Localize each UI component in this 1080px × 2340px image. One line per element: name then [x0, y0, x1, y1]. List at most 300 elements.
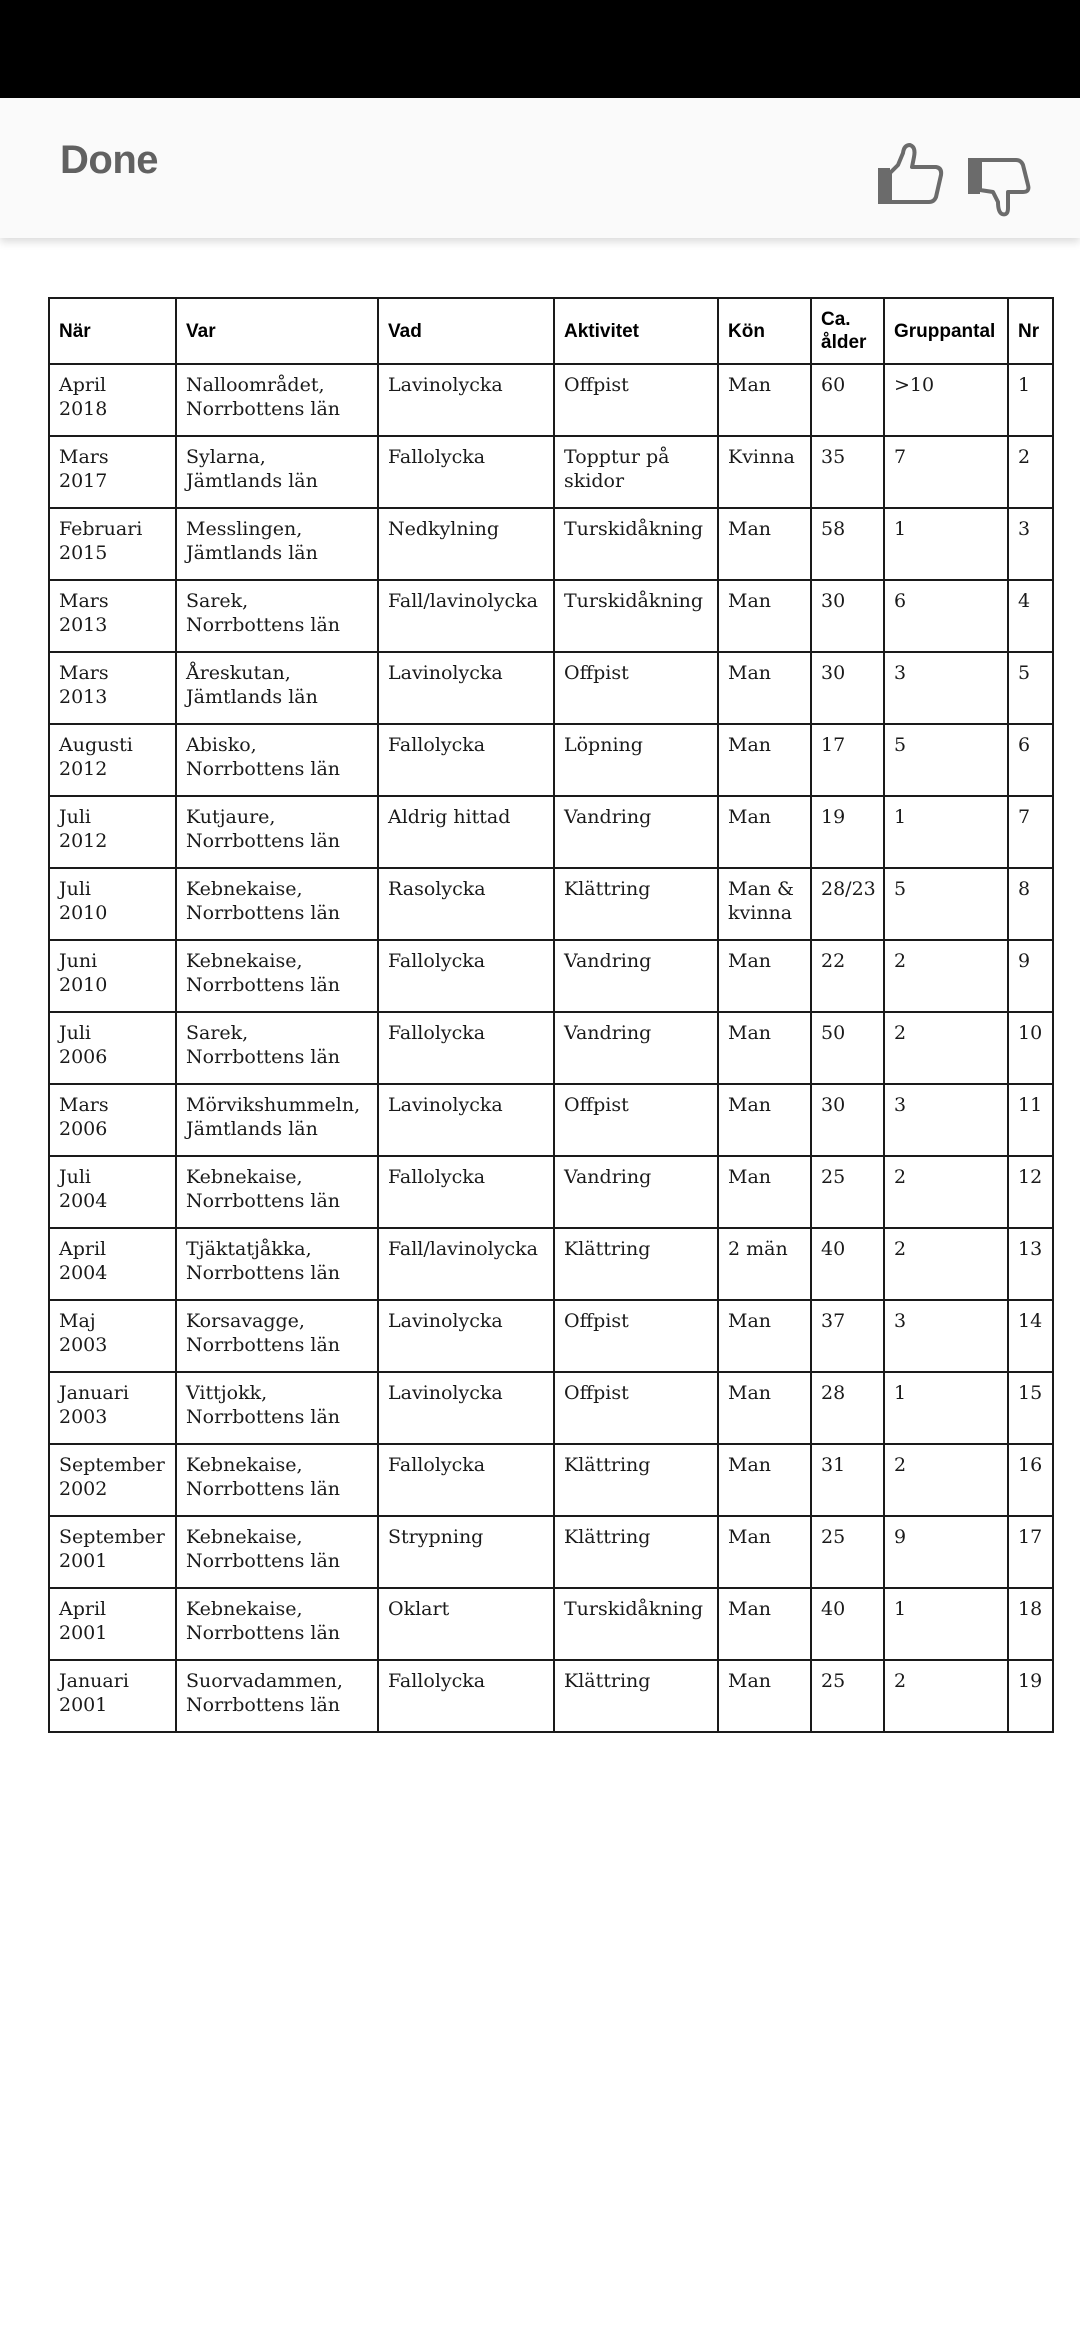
cell-text: Man [728, 1166, 772, 1188]
cell-text: Fallolycka [388, 1022, 486, 1044]
cell-group-size [884, 796, 1008, 868]
cell-where [176, 508, 378, 580]
table-row [49, 1588, 1053, 1660]
cell-text: 25 [821, 1526, 846, 1548]
cell-group-size [884, 436, 1008, 508]
table-header-row [49, 298, 1053, 364]
cell-what [378, 940, 554, 1012]
cell-group-size [884, 940, 1008, 1012]
cell-text: Vittjokk, Norrbottens län [186, 1382, 341, 1428]
cell-text: Kebnekaise, Norrbottens län [186, 1526, 341, 1572]
cell-what [378, 1156, 554, 1228]
cell-text: Fallolycka [388, 1670, 486, 1692]
cell-text: Juli 2006 [59, 1022, 108, 1068]
cell-text: 12 [1018, 1166, 1043, 1188]
cell-number [1008, 1012, 1053, 1084]
cell-text: Lavinolycka [388, 662, 503, 684]
cell-text: Abisko, Norrbottens län [186, 734, 341, 780]
cell-text: Juli 2004 [59, 1166, 108, 1212]
thumbs-down-button[interactable] [968, 150, 1040, 218]
cell-text: Sarek, Norrbottens län [186, 1022, 341, 1068]
cell-text: 3 [1018, 518, 1031, 540]
cell-text: Kebnekaise, Norrbottens län [186, 1166, 341, 1212]
cell-text: Kebnekaise, Norrbottens län [186, 878, 341, 924]
cell-activity [554, 1012, 718, 1084]
cell-group-size [884, 1084, 1008, 1156]
column-header-label: Var [186, 320, 216, 342]
cell-text: Fallolycka [388, 1166, 486, 1188]
cell-age [811, 1228, 884, 1300]
cell-age [811, 652, 884, 724]
column-header-group-size [884, 298, 1008, 364]
cell-number [1008, 1588, 1053, 1660]
cell-age [811, 940, 884, 1012]
thumbs-down-icon [968, 150, 1040, 218]
cell-group-size [884, 1372, 1008, 1444]
cell-text: Mars 2013 [59, 662, 109, 708]
cell-text: Maj 2003 [59, 1310, 108, 1356]
cell-text: 2 män [728, 1238, 788, 1260]
cell-number [1008, 436, 1053, 508]
cell-text: 6 [894, 590, 907, 612]
cell-age [811, 436, 884, 508]
cell-activity [554, 436, 718, 508]
cell-number [1008, 940, 1053, 1012]
cell-text: 5 [894, 734, 907, 756]
cell-text: Korsavagge, Norrbottens län [186, 1310, 341, 1356]
cell-gender [718, 868, 811, 940]
cell-text: Lavinolycka [388, 1094, 503, 1116]
cell-activity [554, 940, 718, 1012]
cell-where [176, 1012, 378, 1084]
cell-where [176, 1300, 378, 1372]
table-row [49, 868, 1053, 940]
cell-text: September 2002 [59, 1454, 165, 1500]
cell-text: Sylarna, Jämtlands län [186, 446, 318, 492]
cell-text: Vandring [564, 806, 652, 828]
cell-text: Man [728, 806, 772, 828]
cell-text: Mars 2017 [59, 446, 109, 492]
cell-text: 6 [1018, 734, 1031, 756]
cell-text: Kvinna [728, 446, 795, 468]
cell-text: 30 [821, 1094, 846, 1116]
cell-where [176, 940, 378, 1012]
cell-text: Klättring [564, 1526, 651, 1548]
table-row [49, 724, 1053, 796]
status-bar [0, 0, 1080, 98]
cell-activity [554, 364, 718, 436]
cell-text: Turskidåkning [564, 518, 704, 540]
cell-text: Offpist [564, 1310, 629, 1332]
table-row [49, 580, 1053, 652]
cell-text: 2 [894, 1166, 907, 1188]
cell-text: Kebnekaise, Norrbottens län [186, 950, 341, 996]
cell-number [1008, 1084, 1053, 1156]
cell-text: Klättring [564, 1238, 651, 1260]
cell-text: 17 [821, 734, 846, 756]
column-header-label: Kön [728, 320, 765, 342]
cell-group-size [884, 868, 1008, 940]
column-header-when [49, 298, 176, 364]
cell-when [49, 580, 176, 652]
cell-text: 9 [1018, 950, 1031, 972]
cell-text: 7 [1018, 806, 1031, 828]
cell-text: 1 [1018, 374, 1031, 396]
cell-text: 40 [821, 1238, 846, 1260]
table-row [49, 940, 1053, 1012]
cell-text: Kutjaure, Norrbottens län [186, 806, 341, 852]
cell-text: Rasolycka [388, 878, 486, 900]
cell-what [378, 1588, 554, 1660]
cell-text: 17 [1018, 1526, 1043, 1548]
cell-activity [554, 1300, 718, 1372]
cell-text: Man [728, 662, 772, 684]
accidents-table [48, 297, 1054, 1733]
cell-when [49, 796, 176, 868]
cell-activity [554, 1444, 718, 1516]
table-row [49, 1444, 1053, 1516]
column-header-activity [554, 298, 718, 364]
cell-group-size [884, 652, 1008, 724]
cell-text: 3 [894, 1094, 907, 1116]
cell-when [49, 724, 176, 796]
column-header-label: Vad [388, 320, 422, 342]
cell-text: >10 [894, 374, 935, 396]
cell-what [378, 436, 554, 508]
cell-when [49, 1516, 176, 1588]
cell-text: Klättring [564, 878, 651, 900]
cell-text: Messlingen, Jämtlands län [186, 518, 318, 564]
cell-what [378, 1660, 554, 1732]
cell-text: Februari 2015 [59, 518, 143, 564]
cell-text: 8 [1018, 878, 1031, 900]
cell-text: 2 [894, 1454, 907, 1476]
done-button[interactable]: Done [60, 138, 158, 182]
cell-gender [718, 1300, 811, 1372]
cell-text: Lavinolycka [388, 1310, 503, 1332]
cell-what [378, 364, 554, 436]
cell-number [1008, 1372, 1053, 1444]
cell-text: 19 [821, 806, 846, 828]
cell-when [49, 1084, 176, 1156]
cell-text: 1 [894, 518, 907, 540]
cell-text: Strypning [388, 1526, 484, 1548]
cell-text: 25 [821, 1670, 846, 1692]
cell-text: Nalloområdet, Norrbottens län [186, 374, 341, 420]
cell-when [49, 1372, 176, 1444]
cell-group-size [884, 724, 1008, 796]
cell-activity [554, 1588, 718, 1660]
column-header-label: Aktivitet [564, 320, 639, 342]
cell-gender [718, 940, 811, 1012]
cell-text: Fallolycka [388, 446, 486, 468]
cell-text: 11 [1018, 1094, 1043, 1116]
cell-text: 15 [1018, 1382, 1043, 1404]
cell-text: Fall/lavinolycka [388, 590, 538, 612]
cell-age [811, 1084, 884, 1156]
cell-what [378, 1228, 554, 1300]
cell-text: 3 [894, 662, 907, 684]
cell-age [811, 1588, 884, 1660]
column-header-where [176, 298, 378, 364]
cell-gender [718, 1588, 811, 1660]
cell-what [378, 1444, 554, 1516]
cell-when [49, 1444, 176, 1516]
cell-text: Fallolycka [388, 1454, 486, 1476]
cell-gender [718, 1228, 811, 1300]
cell-text: 7 [894, 446, 907, 468]
cell-text: Oklart [388, 1598, 450, 1620]
table-body [49, 364, 1053, 1732]
cell-activity [554, 1156, 718, 1228]
cell-gender [718, 436, 811, 508]
cell-gender [718, 652, 811, 724]
cell-where [176, 796, 378, 868]
cell-age [811, 1300, 884, 1372]
cell-text: Man [728, 734, 772, 756]
cell-when [49, 1012, 176, 1084]
cell-gender [718, 1156, 811, 1228]
cell-text: 2 [894, 1670, 907, 1692]
table-row [49, 1660, 1053, 1732]
cell-text: 30 [821, 590, 846, 612]
cell-text: September 2001 [59, 1526, 165, 1572]
column-header-number [1008, 298, 1053, 364]
cell-age [811, 724, 884, 796]
cell-text: Man [728, 374, 772, 396]
cell-age [811, 364, 884, 436]
cell-text: Offpist [564, 374, 629, 396]
cell-where [176, 364, 378, 436]
cell-when [49, 1660, 176, 1732]
cell-age [811, 868, 884, 940]
cell-text: 14 [1018, 1310, 1043, 1332]
cell-activity [554, 652, 718, 724]
cell-what [378, 652, 554, 724]
cell-gender [718, 1444, 811, 1516]
cell-text: Fallolycka [388, 950, 486, 972]
cell-text: 58 [821, 518, 846, 540]
cell-number [1008, 796, 1053, 868]
cell-text: Klättring [564, 1670, 651, 1692]
cell-gender [718, 1012, 811, 1084]
cell-gender [718, 1660, 811, 1732]
cell-text: Nedkylning [388, 518, 500, 540]
column-header-what [378, 298, 554, 364]
cell-age [811, 1156, 884, 1228]
cell-text: Man [728, 518, 772, 540]
cell-number [1008, 1300, 1053, 1372]
table-row [49, 652, 1053, 724]
cell-text: April 2004 [59, 1238, 108, 1284]
table-row [49, 436, 1053, 508]
cell-when [49, 868, 176, 940]
cell-text: 35 [821, 446, 846, 468]
cell-text: 31 [821, 1454, 846, 1476]
cell-text: April 2001 [59, 1598, 108, 1644]
cell-gender [718, 508, 811, 580]
table-row [49, 1372, 1053, 1444]
cell-group-size [884, 508, 1008, 580]
cell-number [1008, 1444, 1053, 1516]
cell-text: 2 [894, 1022, 907, 1044]
cell-activity [554, 580, 718, 652]
cell-when [49, 652, 176, 724]
cell-text: 2 [1018, 446, 1031, 468]
cell-gender [718, 796, 811, 868]
cell-text: 3 [894, 1310, 907, 1332]
cell-text: Kebnekaise, Norrbottens län [186, 1454, 341, 1500]
cell-when [49, 1156, 176, 1228]
cell-when [49, 364, 176, 436]
cell-number [1008, 724, 1053, 796]
cell-activity [554, 796, 718, 868]
cell-what [378, 1084, 554, 1156]
column-header-label: Ca. ålder [821, 309, 867, 353]
table-row [49, 796, 1053, 868]
cell-when [49, 1588, 176, 1660]
cell-text: Mars 2013 [59, 590, 109, 636]
table-row [49, 1084, 1053, 1156]
cell-group-size [884, 580, 1008, 652]
column-header-age [811, 298, 884, 364]
cell-text: Tjäktatjåkka, Norrbottens län [186, 1238, 341, 1284]
cell-text: Januari 2003 [59, 1382, 129, 1428]
cell-where [176, 436, 378, 508]
cell-what [378, 1012, 554, 1084]
cell-activity [554, 1516, 718, 1588]
cell-activity [554, 868, 718, 940]
cell-gender [718, 580, 811, 652]
cell-where [176, 1660, 378, 1732]
cell-text: 19 [1018, 1670, 1043, 1692]
cell-age [811, 1012, 884, 1084]
cell-what [378, 580, 554, 652]
cell-activity [554, 1372, 718, 1444]
cell-text: Man [728, 950, 772, 972]
cell-text: April 2018 [59, 374, 108, 420]
cell-number [1008, 868, 1053, 940]
thumbs-up-button[interactable] [872, 140, 944, 208]
cell-text: Man [728, 1382, 772, 1404]
table-row [49, 1228, 1053, 1300]
cell-text: 1 [894, 1598, 907, 1620]
cell-group-size [884, 1660, 1008, 1732]
cell-group-size [884, 1012, 1008, 1084]
cell-gender [718, 1372, 811, 1444]
cell-text: Man [728, 1310, 772, 1332]
cell-when [49, 1300, 176, 1372]
cell-where [176, 868, 378, 940]
cell-text: Lavinolycka [388, 374, 503, 396]
cell-text: Aldrig hittad [388, 806, 511, 828]
cell-text: 25 [821, 1166, 846, 1188]
cell-text: 28 [821, 1382, 846, 1404]
table-row [49, 1300, 1053, 1372]
cell-text: Vandring [564, 1166, 652, 1188]
cell-group-size [884, 1588, 1008, 1660]
cell-where [176, 1156, 378, 1228]
cell-text: 37 [821, 1310, 846, 1332]
cell-gender [718, 1516, 811, 1588]
cell-text: Klättring [564, 1454, 651, 1476]
column-header-label: Gruppantal [894, 320, 996, 342]
cell-text: Mars 2006 [59, 1094, 109, 1140]
cell-what [378, 796, 554, 868]
cell-number [1008, 1156, 1053, 1228]
cell-text: Man [728, 590, 772, 612]
cell-where [176, 1444, 378, 1516]
cell-age [811, 580, 884, 652]
cell-number [1008, 508, 1053, 580]
cell-where [176, 652, 378, 724]
cell-where [176, 724, 378, 796]
cell-text: Turskidåkning [564, 590, 704, 612]
cell-group-size [884, 1444, 1008, 1516]
cell-text: 9 [894, 1526, 907, 1548]
cell-text: Vandring [564, 1022, 652, 1044]
column-header-gender [718, 298, 811, 364]
cell-when [49, 436, 176, 508]
cell-text: 50 [821, 1022, 846, 1044]
column-header-label: När [59, 320, 91, 342]
cell-group-size [884, 1300, 1008, 1372]
cell-number [1008, 1228, 1053, 1300]
cell-text: Man [728, 1094, 772, 1116]
cell-text: Offpist [564, 662, 629, 684]
cell-text: 13 [1018, 1238, 1043, 1260]
cell-text: Topptur på skidor [564, 446, 670, 492]
cell-age [811, 508, 884, 580]
cell-text: Fall/lavinolycka [388, 1238, 538, 1260]
table-row [49, 508, 1053, 580]
cell-text: 40 [821, 1598, 846, 1620]
cell-gender [718, 1084, 811, 1156]
cell-text: Man & kvinna [728, 878, 794, 924]
cell-what [378, 508, 554, 580]
column-header-label: Nr [1018, 320, 1040, 342]
cell-when [49, 508, 176, 580]
cell-text: Suorvadammen, Norrbottens län [186, 1670, 343, 1716]
cell-age [811, 1444, 884, 1516]
cell-what [378, 1372, 554, 1444]
cell-where [176, 1372, 378, 1444]
cell-text: 22 [821, 950, 846, 972]
cell-text: 30 [821, 662, 846, 684]
cell-activity [554, 724, 718, 796]
cell-text: 16 [1018, 1454, 1043, 1476]
cell-text: Juni 2010 [59, 950, 108, 996]
cell-activity [554, 1084, 718, 1156]
cell-group-size [884, 1156, 1008, 1228]
cell-text: 4 [1018, 590, 1031, 612]
cell-activity [554, 1660, 718, 1732]
cell-when [49, 1228, 176, 1300]
cell-group-size [884, 1228, 1008, 1300]
cell-what [378, 868, 554, 940]
cell-text: 28/23 [821, 878, 876, 900]
cell-text: 5 [1018, 662, 1031, 684]
cell-text: Åreskutan, Jämtlands län [186, 662, 318, 708]
cell-where [176, 1588, 378, 1660]
cell-where [176, 1228, 378, 1300]
cell-what [378, 724, 554, 796]
cell-text: 60 [821, 374, 846, 396]
cell-text: 1 [894, 1382, 907, 1404]
cell-text: 1 [894, 806, 907, 828]
cell-text: 2 [894, 950, 907, 972]
cell-gender [718, 364, 811, 436]
